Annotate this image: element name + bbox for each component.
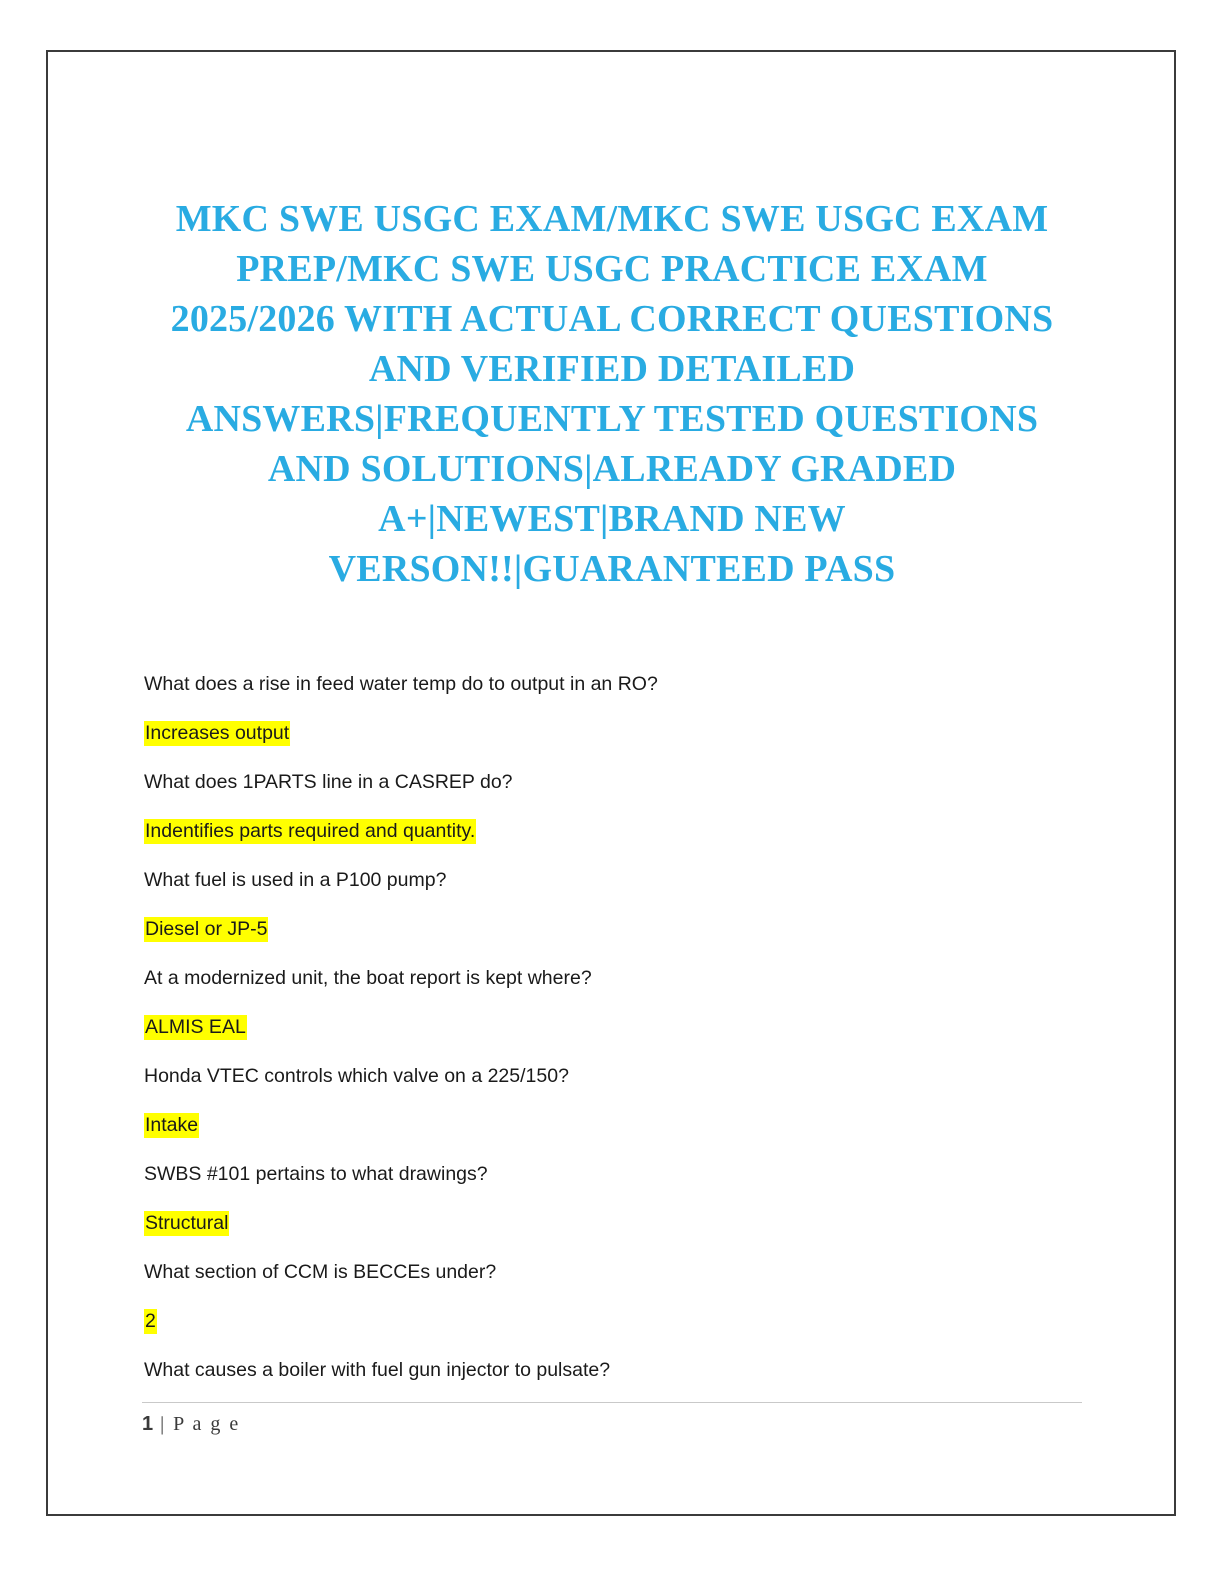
document-page — [46, 50, 1176, 1516]
question-text: What causes a boiler with fuel gun injector to pulsate? — [144, 1359, 611, 1381]
answer-text — [144, 1309, 1082, 1333]
answer-highlight: Intake — [145, 1114, 199, 1136]
footer-page-label: P a g e — [173, 1413, 241, 1435]
page-content — [142, 52, 1082, 1514]
page-footer — [142, 1402, 1082, 1436]
answer-text — [144, 1211, 1082, 1235]
question-text: What does a rise in feed water temp do to output in an RO? — [144, 673, 658, 695]
answer-text — [144, 819, 1082, 843]
answer-text — [144, 721, 1082, 745]
question-text: Honda VTEC controls which valve on a 225/150? — [144, 1065, 569, 1087]
question-text: SWBS #101 pertains to what drawings? — [144, 1163, 488, 1185]
answer-text — [144, 1015, 1082, 1039]
answer-highlight: Structural — [145, 1212, 229, 1234]
footer-separator: | — [160, 1413, 167, 1435]
qa-list — [142, 672, 1082, 1382]
page-title: MKC SWE USGC EXAM/MKC SWE USGC EXAM PREP/MKC SWE USGC PRACTICE EXAM 2025/2026 WITH ACTUAL CORRECT QUESTIONS AND VERIFIED DETAILED ANSWERS|FREQUENTLY TESTED QUESTIONS AND SOLUTIONS|ALREADY GRADED A+|NEWEST|BRAND NEW VERSON!!|GUARANTEED PASS — [170, 198, 1054, 590]
answer-highlight: Increases output — [145, 722, 290, 744]
answer-highlight: Diesel or JP-5 — [145, 918, 268, 940]
answer-highlight: ALMIS EAL — [145, 1016, 246, 1038]
question-text: What section of CCM is BECCEs under? — [144, 1261, 497, 1283]
footer-page-number: 1 — [142, 1413, 154, 1435]
question-text: What fuel is used in a P100 pump? — [144, 869, 447, 891]
answer-text — [144, 1113, 1082, 1137]
question-text: At a modernized unit, the boat report is kept where? — [144, 967, 592, 989]
answer-text — [144, 917, 1082, 941]
answer-highlight: Indentifies parts required and quantity. — [145, 820, 476, 842]
footer-page-indicator — [142, 1413, 1082, 1436]
footer-divider — [142, 1402, 1082, 1403]
answer-highlight: 2 — [145, 1310, 156, 1332]
question-text: What does 1PARTS line in a CASREP do? — [144, 771, 513, 793]
